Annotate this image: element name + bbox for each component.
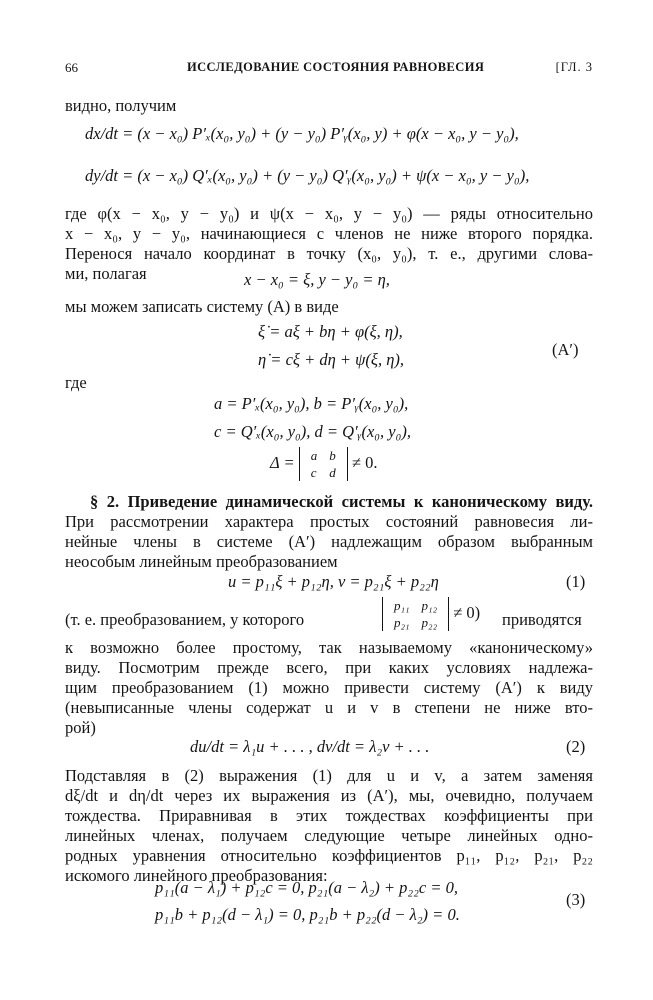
paragraph-line: нейные члены в системе (A′) надлежащим образом выбранным [65, 532, 593, 551]
paragraph-line: щим преобразованием (1) можно привести систему (A′) к виду [65, 678, 593, 697]
det-d: d [329, 465, 336, 481]
equation-c-d: c = Q′ₓ(x₀, y₀), d = Q′ᵧ(x₀, y₀), [214, 422, 411, 441]
equation-determinant-delta [270, 446, 377, 481]
det-c: c [310, 465, 317, 481]
determinant-matrix [382, 597, 449, 631]
paragraph-line: При рассмотрении характера простых состояний равновесия ли- [65, 512, 593, 531]
running-title: ИССЛЕДОВАНИЕ СОСТОЯНИЯ РАВНОВЕСИЯ [187, 60, 485, 74]
paragraph-line: dξ/dt и dη/dt через их выражения из (A′), мы, очевидно, получаем [65, 786, 593, 805]
determinant-matrix [299, 447, 348, 481]
page-number: 66 [65, 60, 78, 75]
paragraph-line: рой) [65, 718, 96, 737]
det-p22: p₂₂ [421, 615, 438, 631]
paragraph-line: виду. Посмотрим прежде всего, при каких условиях надлежа- [65, 658, 593, 677]
delta-lhs: Δ = [270, 453, 295, 472]
paragraph-line: тождества. Приравнивая в этих тождествах коэффициенты при [65, 806, 593, 825]
paragraph-line-det-b: приводятся [502, 610, 582, 629]
det-b: b [329, 448, 336, 464]
det-p21: p₂₁ [394, 615, 410, 631]
section-heading: § 2. Приведение динамической системы к каноническому виду. [90, 492, 593, 511]
paragraph-line: к возможно более простому, так называемому «каноническому» [65, 638, 593, 657]
paragraph-line: мы можем записать систему (A) в виде [65, 297, 339, 316]
paragraph-line: Перенося начало координат в точку (x₀, y₀), т. е., другими слова- [65, 244, 593, 263]
paragraph-intro: видно, получим [65, 96, 177, 115]
delta-rhs: ≠ 0. [351, 453, 378, 472]
equation-dx-dt: dx/dt = (x − x₀) P′ₓ(x₀, y₀) + (y − y₀) P′ᵧ(x₀, y) + φ(x − x₀, y − y₀), [85, 124, 519, 143]
paragraph-line: родных уравнения относительно коэффициентов p₁₁, p₁₂, p₂₁, p₂₂ [65, 846, 593, 865]
paragraph-line: линейных членах, получаем следующие четыре линейных одно- [65, 826, 593, 845]
equation-system-3-row2: p₁₁b + p₁₂(d − λ₁) = 0, p₂₁b + p₂₂(d − λ₂) = 0. [155, 905, 460, 924]
equation-eta-dot: η̇ = cξ + dη + ψ(ξ, η), [258, 350, 405, 369]
det-p12: p₁₂ [421, 598, 438, 614]
paragraph-line: где φ(x − x₀, y − y₀) и ψ(x − x₀, y − y₀) — ряды относительно [65, 204, 593, 223]
equation-transform: u = p₁₁ξ + p₁₂η, v = p₂₁ξ + p₂₂η [228, 572, 439, 591]
equation-a-b: a = P′ₓ(x₀, y₀), b = P′ᵧ(x₀, y₀), [214, 394, 409, 413]
equation-number-3: (3) [566, 890, 586, 909]
equation-number-2: (2) [566, 737, 586, 756]
chapter-label: [ГЛ. 3 [555, 60, 593, 74]
equation-substitution: x − x₀ = ξ, y − y₀ = η, [244, 270, 390, 289]
paragraph-line: неособым линейным преобразованием [65, 552, 338, 571]
paragraph-line: x − x₀, y − y₀, начинающиеся с членов не ниже второго порядка. [65, 224, 593, 243]
inline-determinant [382, 596, 480, 631]
equation-xi-dot: ξ̇ = aξ + bη + φ(ξ, η), [258, 322, 403, 341]
paragraph-line: Подставляя в (2) выражения (1) для u и v, а затем заменяя [65, 766, 593, 785]
equation-dy-dt: dy/dt = (x − x₀) Q′ₓ(x₀, y₀) + (y − y₀) Q′ᵧ(x₀, y₀) + ψ(x − x₀, y − y₀), [85, 166, 530, 185]
equation-number-A-prime: (A′) [552, 340, 579, 359]
det-p11: p₁₁ [394, 598, 410, 614]
paragraph-line: ми, полагая [65, 264, 147, 283]
equation-system-3-row1: p₁₁(a − λ₁) + p₁₂c = 0, p₂₁(a − λ₂) + p₂₂c = 0, [155, 878, 458, 897]
paragraph-line: (невыписанные члены содержат u и v в степени не ниже вто- [65, 698, 593, 717]
paragraph-where: где [65, 373, 87, 392]
paragraph-line: искомого линейного преобразования: [65, 866, 328, 885]
det-a: a [310, 448, 318, 464]
paragraph-line-det-a: (т. е. преобразованием, у которого [65, 610, 305, 629]
equation-canonical: du/dt = λ₁u + . . . , dv/dt = λ₂v + . . . [190, 737, 430, 756]
inline-det-rhs: ≠ 0) [453, 603, 481, 622]
equation-number-1: (1) [566, 572, 586, 591]
running-header [65, 60, 593, 76]
